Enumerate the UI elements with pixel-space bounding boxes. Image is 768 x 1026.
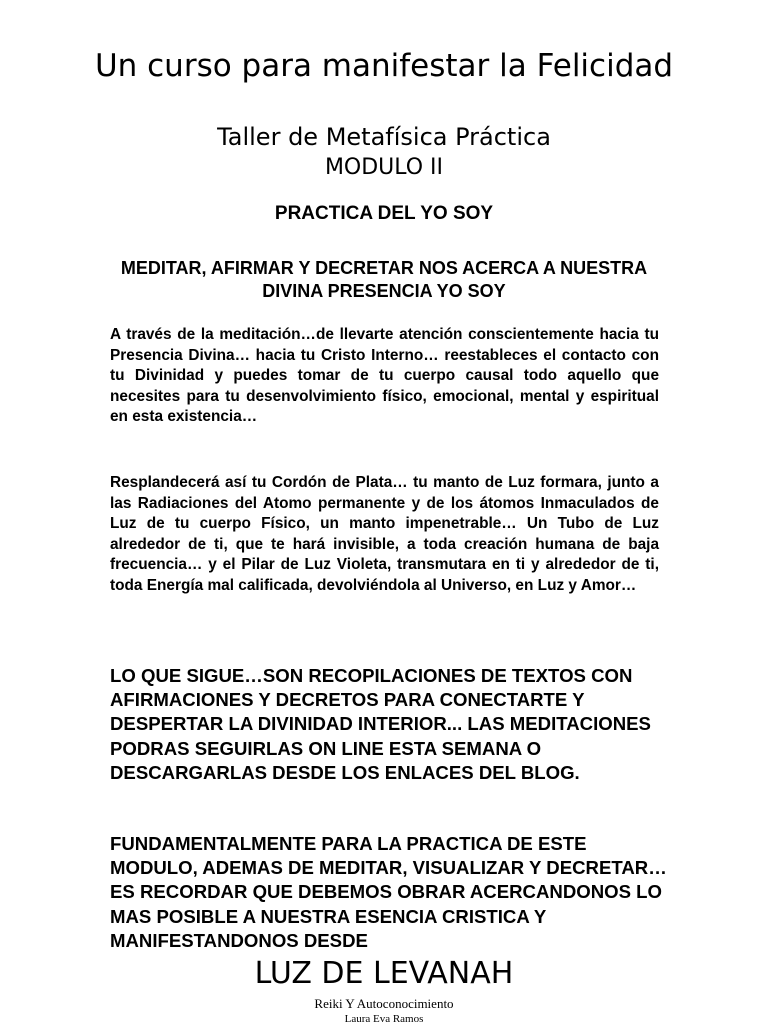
document-subtitle: Taller de Metafísica Práctica [217, 123, 551, 151]
footer-tagline: Reiki Y Autoconocimiento [314, 996, 454, 1011]
caps-paragraph: LO QUE SIGUE…SON RECOPILACIONES DE TEXTOS CON AFIRMACIONES Y DECRETOS PARA CONECTARTE Y DESPERTAR LA DIVINIDAD INTERIOR... LAS MEDITACIONES PODRAS SEGUIRLAS ON LINE ESTA SEMANA O DESCARGARLAS DESDE LOS ENLACES DEL BLOG. [110, 665, 651, 783]
body-paragraph: A través de la meditación…de llevarte atención conscientemente hacia tu Presencia Divina… hacia tu Cristo Interno… reestableces el contacto con tu Divinidad y puedes tomar de tu cuerpo causal todo aquello que necesites para tu desenvolvimiento físico, emocional, mental y espiritual en esta existencia… [110, 326, 659, 426]
practice-heading: PRACTICA DEL YO SOY [274, 203, 494, 224]
document-title: Un curso para manifestar la Felicidad [94, 48, 674, 84]
caps-paragraph: FUNDAMENTALMENTE PARA LA PRACTICA DE ESTE MODULO, ADEMAS DE MEDITAR, VISUALIZAR Y DECRETAR…ES RECORDAR QUE DEBEMOS OBRAR ACERCANDONOS LO MAS POSIBLE A NUESTRA ESENCIA CRISTICA Y MANIFESTANDONOS DESDE [110, 833, 667, 951]
module-label: MODULO II [324, 155, 444, 180]
section-heading: MEDITAR, AFIRMAR Y DECRETAR NOS ACERCA A NUESTRA DIVINA PRESENCIA YO SOY [120, 258, 648, 301]
body-paragraph: Resplandecerá así tu Cordón de Plata… tu manto de Luz formara, junto a las Radiaciones del Atomo permanente y de los átomos Inmaculados de Luz de tu cuerpo Físico, un manto impenetrable… Un Tubo de Luz alrededor de ti, que te hará invisible, a toda creación humana de baja frecuencia… y el Pilar de Luz Violeta, transmutara en ti y alrededor de ti, toda Energía mal calificada, devolviéndola al Universo, en Luz y Amor… [110, 474, 659, 594]
footer-author: Laura Eva Ramos [344, 1013, 424, 1025]
footer-brand: LUZ DE LEVANAH [254, 956, 514, 991]
